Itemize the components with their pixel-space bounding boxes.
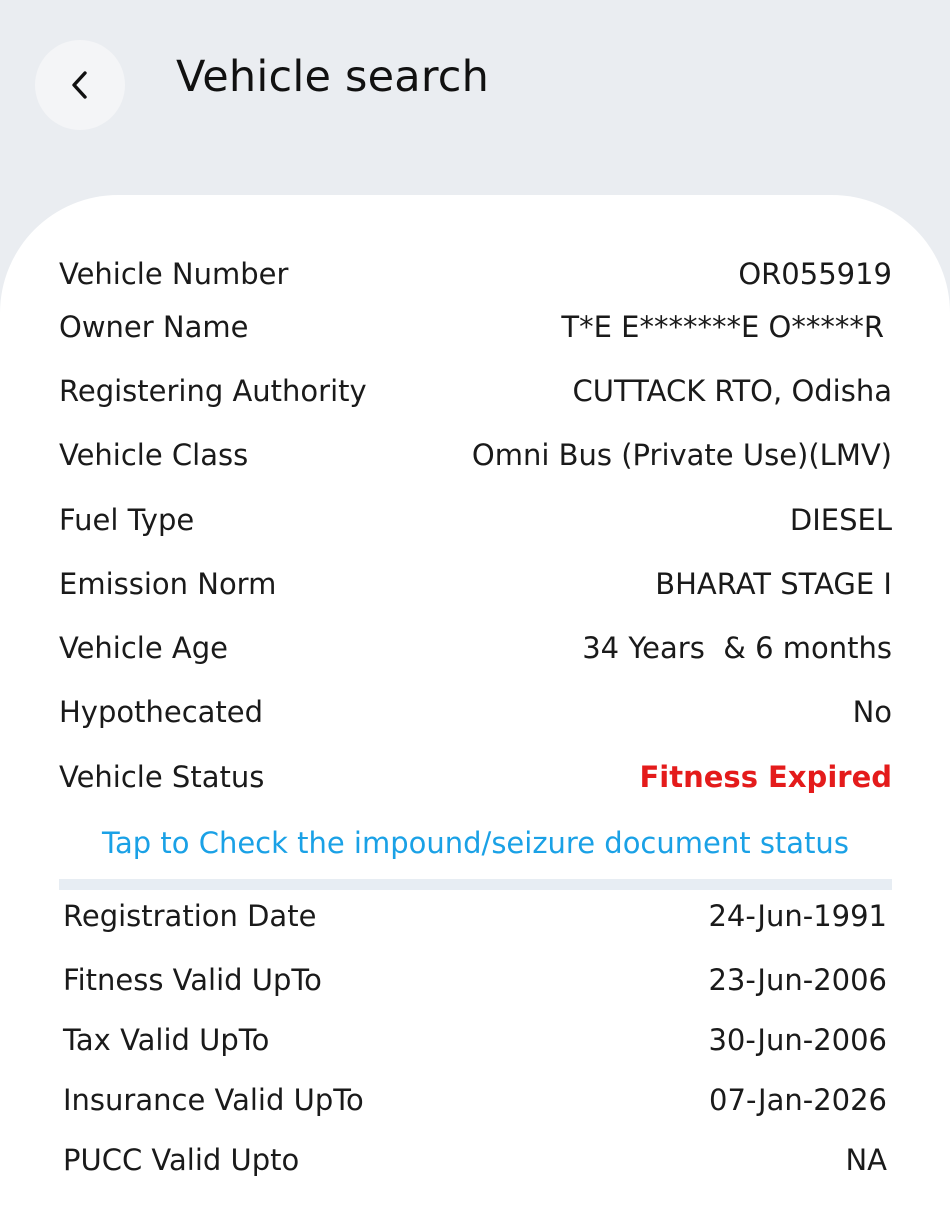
detail-label: Emission Norm (59, 567, 277, 601)
detail-row-emission-norm (59, 567, 892, 601)
detail-value: OR055919 (738, 257, 892, 291)
detail-value: CUTTACK RTO, Odisha (572, 374, 892, 408)
detail-row-owner-name (59, 310, 892, 344)
detail-label: Hypothecated (59, 695, 264, 729)
detail-row-registering-authority (59, 374, 892, 408)
validity-label: Fitness Valid UpTo (63, 963, 322, 997)
validity-value: 07-Jan-2026 (709, 1083, 887, 1117)
validity-value: 30-Jun-2006 (708, 1023, 887, 1057)
detail-row-fuel-type (59, 503, 892, 537)
validity-row-fitness (63, 963, 887, 997)
validity-value: 23-Jun-2006 (708, 963, 887, 997)
detail-value: BHARAT STAGE I (655, 567, 892, 601)
detail-label: Vehicle Number (59, 257, 289, 291)
validity-row-tax (63, 1023, 887, 1057)
detail-label: Registering Authority (59, 374, 367, 408)
detail-label: Vehicle Class (59, 438, 249, 472)
validity-row-registration-date (63, 899, 887, 933)
detail-row-hypothecated (59, 695, 892, 729)
detail-row-vehicle-status (59, 760, 892, 794)
validity-label: PUCC Valid Upto (63, 1143, 300, 1177)
detail-label: Vehicle Status (59, 760, 265, 794)
chevron-left-icon (69, 69, 91, 101)
app-header (0, 0, 950, 200)
detail-row-vehicle-age (59, 631, 892, 665)
status-badge: Fitness Expired (639, 760, 892, 794)
validity-row-insurance (63, 1083, 887, 1117)
validity-label: Insurance Valid UpTo (63, 1083, 364, 1117)
detail-row-vehicle-number (59, 257, 892, 291)
detail-label: Owner Name (59, 310, 249, 344)
detail-value: DIESEL (789, 503, 892, 537)
validity-row-pucc (63, 1143, 887, 1177)
validity-label: Tax Valid UpTo (63, 1023, 270, 1057)
detail-label: Fuel Type (59, 503, 195, 537)
detail-value: No (852, 695, 892, 729)
impound-status-link[interactable]: Tap to Check the impound/seizure document status (102, 826, 849, 860)
validity-label: Registration Date (63, 899, 317, 933)
detail-label: Vehicle Age (59, 631, 229, 665)
back-button[interactable] (35, 40, 125, 130)
detail-row-vehicle-class (59, 438, 892, 472)
detail-value: Omni Bus (Private Use)(LMV) (471, 438, 892, 472)
page-title: Vehicle search (176, 52, 490, 102)
detail-value: 34 Years & 6 months (582, 631, 892, 665)
validity-value: 24-Jun-1991 (708, 899, 887, 933)
validity-value: NA (845, 1143, 887, 1177)
section-divider (59, 879, 892, 890)
detail-value: T*E E*******E O*****R (561, 310, 884, 344)
